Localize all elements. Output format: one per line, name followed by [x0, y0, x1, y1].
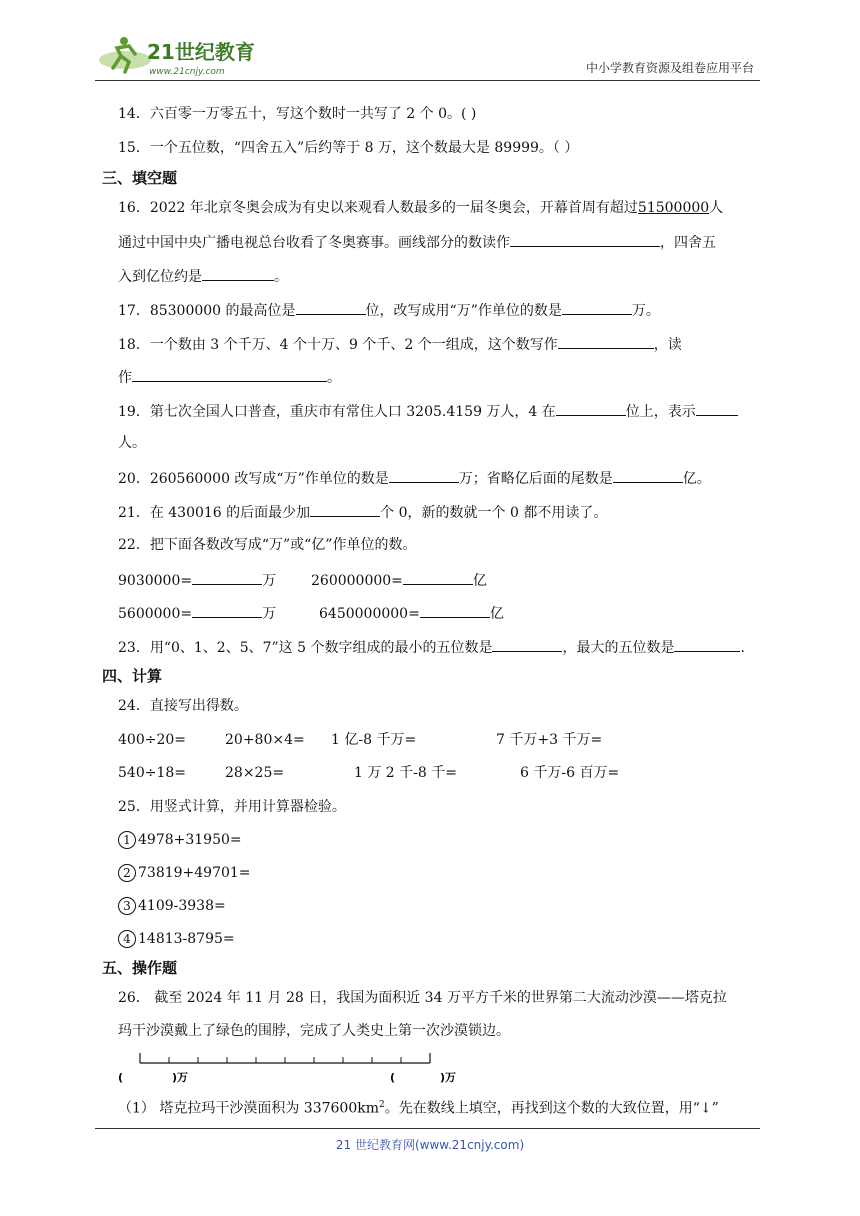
svg-text:(: (	[118, 1071, 124, 1084]
question-16-line3: 入到亿位约是 。	[118, 265, 288, 287]
answer-blank[interactable]	[613, 467, 683, 483]
question-22-row2b: 6450000000= 亿	[319, 602, 504, 624]
page-header	[95, 30, 760, 81]
answer-blank[interactable]	[562, 299, 632, 315]
calc-item: 540÷18=	[118, 765, 186, 781]
calc-item: 7 千万+3 千万=	[496, 732, 603, 748]
question-14: 14．六百零一万零五十，写这个数时一共写了 2 个 0。( )	[118, 106, 477, 122]
calc-item: 400÷20=	[118, 732, 186, 748]
question-17: 17．85300000 的最高位是 位，改写成用“万”作单位的数是 万。	[118, 299, 660, 321]
question-26-sub1: （1） 塔克拉玛干沙漠面积为 $337600km^2$。先在数线上填空，再找到这个数的大致位置，用“↓”	[118, 1100, 719, 1117]
question-18-line1: 18．一个数由 3 个千万、4 个十万、9 个千、2 个一组成，这个数写作 ，读	[118, 333, 682, 355]
circled-number: 4	[118, 930, 136, 948]
calc-item: 20+80×4=	[225, 732, 305, 748]
question-16-line1: 16．2022 年北京冬奥会成为有史以来观看人数最多的一届冬奥会，开幕首周有超过51500000人	[118, 200, 724, 216]
question-22-title: 22．把下面各数改写成“万”或“亿”作单位的数。	[118, 537, 417, 553]
question-20: 20．260560000 改写成“万”作单位的数是 万；省略亿后面的尾数是 亿。	[118, 467, 711, 489]
answer-blank[interactable]	[296, 299, 366, 315]
platform-name: 中小学教育资源及组卷应用平台	[585, 61, 754, 75]
question-19-line1: 19．第七次全国人口普查，重庆市有常住人口 3205.4159 万人，4 在 位上，表示	[118, 400, 738, 422]
circled-number: 2	[118, 864, 136, 882]
question-15: 15．一个五位数，“四舍五入”后约等于 8 万，这个数最大是 89999。（ ）	[118, 140, 579, 156]
question-16-line2: 通过中国中央广播电视总台收看了冬奥赛事。画线部分的数读作 ，四舍五	[118, 231, 716, 253]
page-footer: 21 世纪教育网(www.21cnjy.com)	[335, 1138, 525, 1152]
vertical-calc-item: 1 4978+31950=	[118, 830, 242, 850]
svg-text:21世纪教育: 21世纪教育	[147, 40, 255, 64]
question-21: 21．在 430016 的后面最少加 个 0，新的数就一个 0 都不用读了。	[118, 501, 607, 523]
question-18-line2: 作 。	[118, 366, 341, 388]
circled-number: 3	[118, 897, 136, 915]
answer-blank[interactable]	[696, 400, 738, 416]
calc-item: 1 亿-8 千万=	[331, 732, 417, 748]
answer-blank[interactable]	[558, 333, 654, 349]
svg-text:)万: )万	[172, 1071, 189, 1084]
svg-text:(: (	[390, 1071, 396, 1084]
question-26-line1: 26． 截至 2024 年 11 月 28 日，我国为面积近 34 万平方千米的世界第二大流动沙漠——塔克拉	[118, 990, 727, 1006]
question-24-title: 24．直接写出得数。	[118, 698, 248, 714]
circled-number: 1	[118, 831, 136, 849]
page-footer-rule	[95, 1128, 760, 1129]
svg-text:www.21cnjy.com: www.21cnjy.com	[149, 67, 225, 77]
answer-blank[interactable]	[389, 467, 459, 483]
calc-item: 28×25=	[225, 765, 285, 781]
answer-blank[interactable]	[510, 231, 660, 247]
answer-blank[interactable]	[556, 400, 626, 416]
section-heading-calc: 四、计算	[102, 667, 163, 685]
answer-blank[interactable]	[403, 569, 473, 585]
number-line	[112, 1045, 472, 1085]
underlined-number: 51500000	[637, 200, 710, 216]
answer-blank[interactable]	[132, 366, 327, 382]
question-23: 23．用“0、1、2、5、7”这 5 个数字组成的最小的五位数是 ，最大的五位数是 .	[118, 636, 745, 658]
answer-blank[interactable]	[192, 569, 262, 585]
answer-blank[interactable]	[192, 602, 262, 618]
answer-blank[interactable]	[420, 602, 490, 618]
vertical-calc-item: 3 4109-3938=	[118, 896, 226, 916]
vertical-calc-item: 2 73819+49701=	[118, 863, 251, 883]
answer-blank[interactable]	[202, 265, 274, 281]
calc-item: 1 万 2 千-8 千=	[354, 765, 457, 781]
question-25-title: 25．用竖式计算，并用计算器检验。	[118, 799, 346, 815]
answer-blank[interactable]	[674, 636, 740, 652]
site-logo	[95, 32, 265, 78]
question-22-row1a: 9030000= 万	[118, 569, 276, 591]
question-22-row2a: 5600000= 万	[118, 602, 276, 624]
answer-blank[interactable]	[492, 636, 562, 652]
svg-text:)万: )万	[440, 1071, 457, 1084]
section-heading-fill: 三、填空题	[102, 169, 178, 187]
question-19-line2: 人。	[118, 435, 146, 451]
vertical-calc-item: 4 14813-8795=	[118, 929, 235, 949]
section-heading-operation: 五、操作题	[102, 959, 178, 977]
question-22-row1b: 260000000= 亿	[311, 569, 487, 591]
answer-blank[interactable]	[310, 501, 380, 517]
question-26-line2: 玛干沙漠戴上了绿色的围脖，完成了人类史上第一次沙漠锁边。	[118, 1023, 510, 1039]
calc-item: 6 千万-6 百万=	[520, 765, 620, 781]
